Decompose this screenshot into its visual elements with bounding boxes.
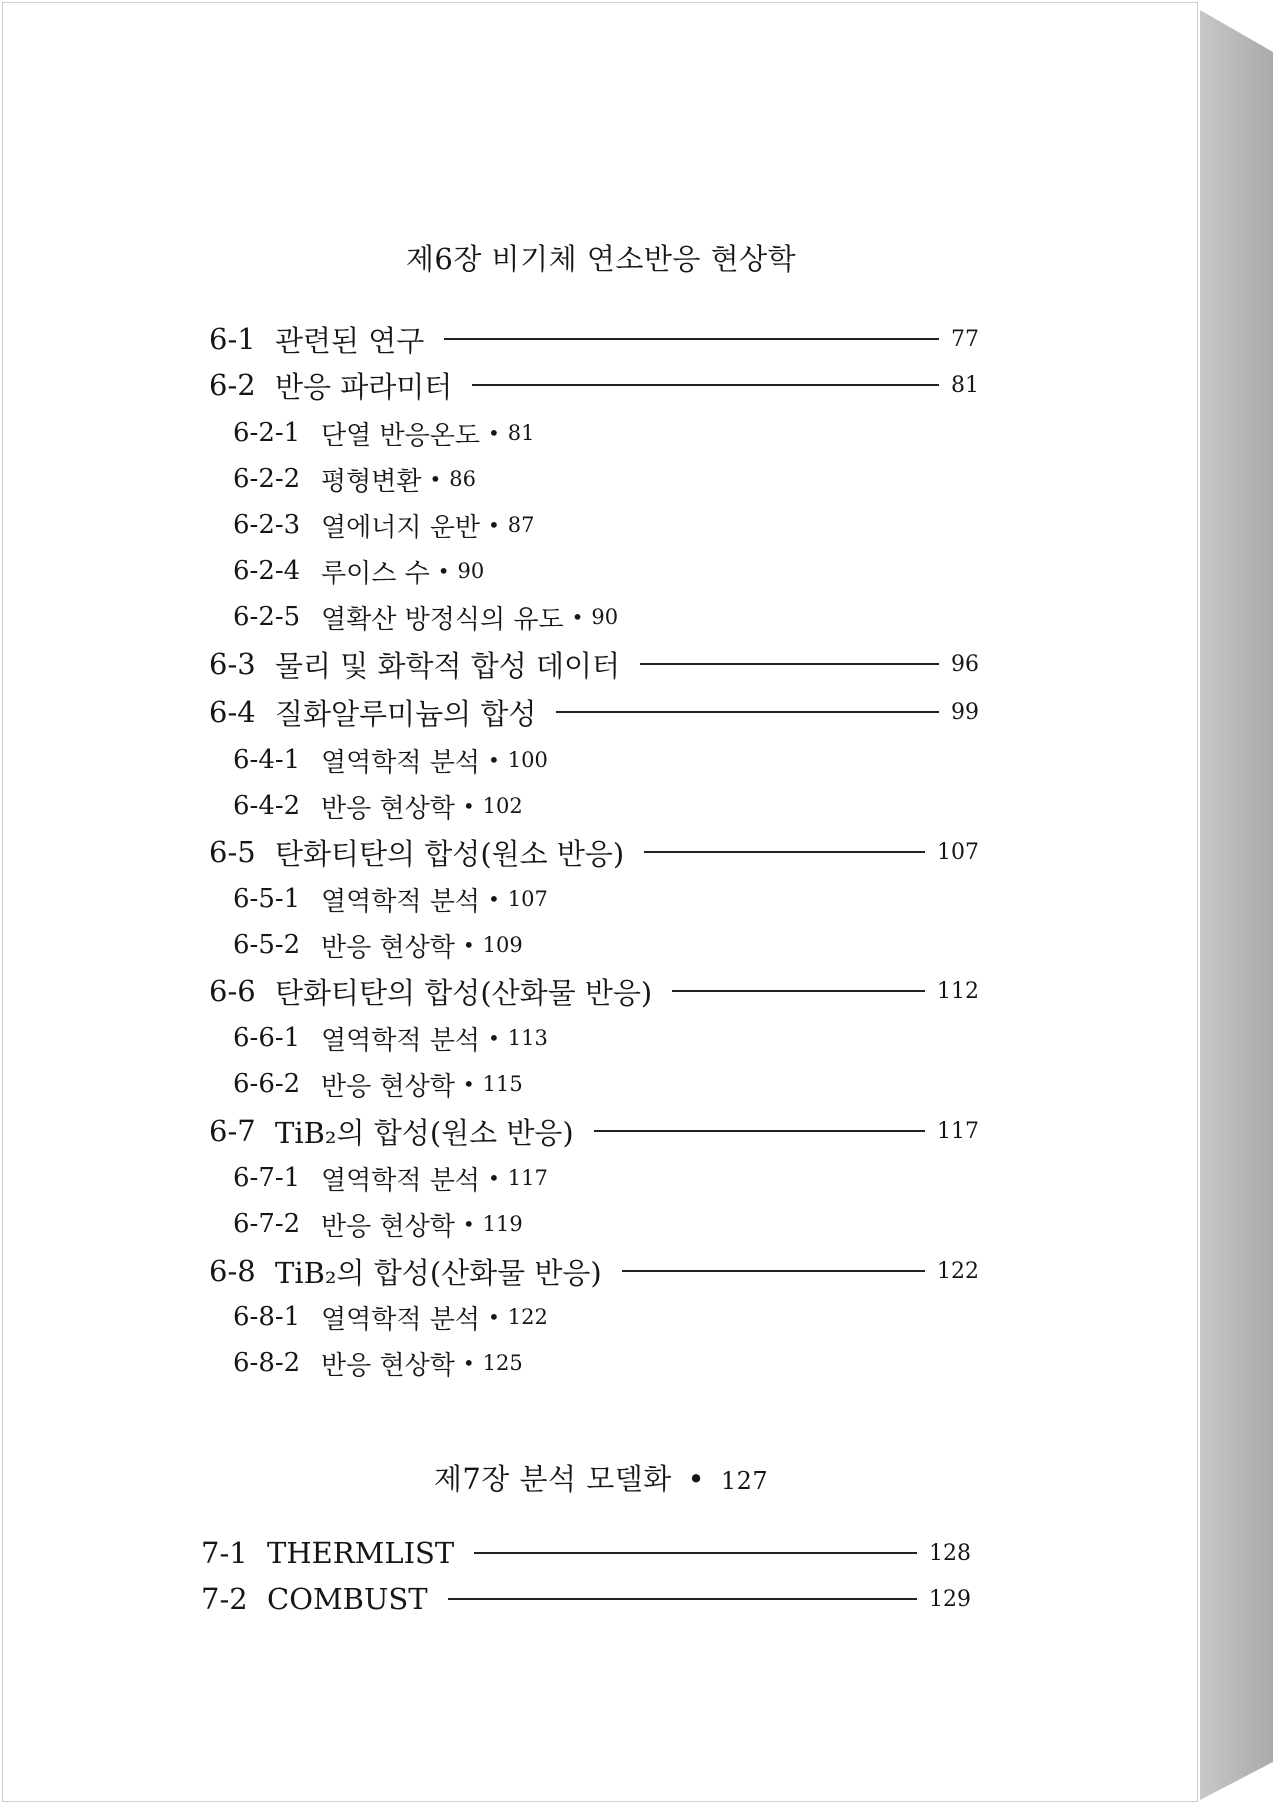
subsection-number: 6-2-1 bbox=[233, 418, 301, 448]
toc-entry-6-4[interactable] bbox=[209, 692, 979, 732]
toc-entry-6-8-1[interactable] bbox=[233, 1297, 548, 1337]
toc-entry-6-2-4[interactable] bbox=[233, 551, 484, 591]
subsection-title: 열확산 방정식의 유도 bbox=[321, 604, 564, 635]
toc-entry-6-7-1[interactable] bbox=[233, 1158, 548, 1198]
subsection-number: 6-2-2 bbox=[233, 464, 301, 494]
page-number: 119 bbox=[482, 1212, 523, 1236]
toc-entry-6-6-2[interactable] bbox=[233, 1064, 523, 1104]
toc-entry-6-5-1[interactable] bbox=[233, 879, 548, 919]
dot-leader bbox=[622, 1270, 925, 1272]
subsection-number: 6-8-1 bbox=[233, 1302, 301, 1332]
section-number: 6-7 bbox=[209, 1114, 256, 1148]
bullet-separator: • bbox=[487, 887, 500, 911]
subsection-number: 6-7-2 bbox=[233, 1209, 301, 1239]
page-number: 122 bbox=[937, 1258, 979, 1284]
page-number: 109 bbox=[482, 933, 523, 957]
subsection-number: 6-5-2 bbox=[233, 930, 301, 960]
toc-entry-7-1[interactable] bbox=[201, 1533, 971, 1573]
subsection-number: 6-7-1 bbox=[233, 1163, 301, 1193]
section-number: 6-8 bbox=[209, 1254, 256, 1288]
subsection-number: 6-6-1 bbox=[233, 1023, 301, 1053]
section-title: COMBUST bbox=[267, 1582, 428, 1616]
bullet-separator: • bbox=[487, 1166, 500, 1190]
bullet-separator: • bbox=[487, 421, 500, 445]
section-number: 6-1 bbox=[209, 322, 256, 356]
page-number: 117 bbox=[937, 1118, 979, 1144]
toc-entry-6-6[interactable] bbox=[209, 971, 979, 1011]
section-title: TiB₂의 합성(산화물 반응) bbox=[275, 1255, 602, 1290]
bullet-separator: • bbox=[487, 513, 500, 537]
bullet-separator: • bbox=[437, 559, 450, 583]
section-title: 질화알루미늄의 합성 bbox=[275, 696, 537, 731]
bullet-separator: • bbox=[429, 467, 442, 491]
page-number: 128 bbox=[929, 1540, 971, 1566]
dot-leader bbox=[644, 851, 925, 853]
subsection-title: 열역학적 분석 bbox=[321, 886, 480, 917]
subsection-title: 단열 반응온도 bbox=[321, 420, 480, 451]
subsection-number: 6-8-2 bbox=[233, 1348, 301, 1378]
bullet-separator: • bbox=[462, 933, 475, 957]
toc-entry-6-8-2[interactable] bbox=[233, 1343, 523, 1383]
page-number: 129 bbox=[929, 1586, 971, 1612]
page-number: 90 bbox=[591, 605, 619, 629]
subsection-title: 열에너지 운반 bbox=[321, 512, 480, 543]
page-number: 127 bbox=[720, 1467, 769, 1495]
toc-entry-6-5[interactable] bbox=[209, 832, 979, 872]
page-number: 100 bbox=[507, 748, 548, 772]
dot-leader bbox=[640, 663, 939, 665]
toc-entry-6-2-1[interactable] bbox=[233, 413, 535, 453]
bullet-separator: • bbox=[571, 605, 584, 629]
page-number: 99 bbox=[951, 699, 979, 725]
section-title: 탄화티탄의 합성(산화물 반응) bbox=[275, 975, 653, 1010]
toc-entry-6-5-2[interactable] bbox=[233, 925, 523, 965]
page-number: 107 bbox=[507, 887, 548, 911]
section-title: 반응 파라미터 bbox=[275, 369, 453, 404]
subsection-title: 반응 현상학 bbox=[321, 793, 455, 824]
toc-entry-6-2-3[interactable] bbox=[233, 505, 535, 545]
subsection-title: 열역학적 분석 bbox=[321, 1025, 480, 1056]
subsection-number: 6-2-4 bbox=[233, 556, 301, 586]
page-number: 87 bbox=[507, 513, 535, 537]
page-number: 115 bbox=[482, 1072, 523, 1096]
dot-leader bbox=[672, 990, 925, 992]
dot-leader bbox=[448, 1598, 917, 1600]
bullet-separator: • bbox=[462, 1212, 475, 1236]
toc-entry-6-1[interactable] bbox=[209, 319, 979, 359]
bullet-separator: • bbox=[687, 1462, 706, 1496]
toc-entry-6-7[interactable] bbox=[209, 1111, 979, 1151]
subsection-number: 6-4-2 bbox=[233, 791, 301, 821]
page-number: 122 bbox=[507, 1305, 548, 1329]
section-number: 7-2 bbox=[201, 1582, 248, 1616]
subsection-title: 반응 현상학 bbox=[321, 1211, 455, 1242]
subsection-title: 열역학적 분석 bbox=[321, 1304, 480, 1335]
dot-leader bbox=[472, 384, 939, 386]
chapter-7-heading bbox=[3, 1457, 1199, 1498]
toc-entry-6-2[interactable] bbox=[209, 365, 979, 405]
page-number: 117 bbox=[507, 1166, 548, 1190]
section-title: THERMLIST bbox=[267, 1536, 455, 1570]
page-number: 125 bbox=[482, 1351, 523, 1375]
page-number: 81 bbox=[507, 421, 535, 445]
page-number: 112 bbox=[937, 978, 979, 1004]
toc-entry-6-2-2[interactable] bbox=[233, 459, 476, 499]
section-number: 6-6 bbox=[209, 974, 256, 1008]
subsection-number: 6-6-2 bbox=[233, 1069, 301, 1099]
bullet-separator: • bbox=[487, 1026, 500, 1050]
page-number: 102 bbox=[482, 794, 523, 818]
bullet-separator: • bbox=[462, 794, 475, 818]
section-title: 탄화티탄의 합성(원소 반응) bbox=[275, 836, 625, 871]
book-side-edge bbox=[1200, 0, 1273, 1806]
bullet-separator: • bbox=[462, 1072, 475, 1096]
section-title: 관련된 연구 bbox=[275, 323, 425, 358]
bullet-separator: • bbox=[487, 748, 500, 772]
toc-entry-6-4-1[interactable] bbox=[233, 740, 548, 780]
subsection-number: 6-5-1 bbox=[233, 884, 301, 914]
section-number: 6-3 bbox=[209, 647, 256, 681]
dot-leader bbox=[444, 338, 939, 340]
section-number: 7-1 bbox=[201, 1536, 248, 1570]
dot-leader bbox=[474, 1552, 917, 1554]
section-number: 6-5 bbox=[209, 835, 256, 869]
subsection-title: 반응 현상학 bbox=[321, 932, 455, 963]
subsection-title: 루이스 수 bbox=[321, 558, 430, 589]
page-number: 90 bbox=[457, 559, 485, 583]
dot-leader bbox=[556, 711, 939, 713]
bullet-separator: • bbox=[487, 1305, 500, 1329]
toc-entry-6-8[interactable] bbox=[209, 1251, 979, 1291]
book-page bbox=[2, 2, 1198, 1802]
section-number: 6-2 bbox=[209, 368, 256, 402]
subsection-number: 6-2-3 bbox=[233, 510, 301, 540]
subsection-title: 반응 현상학 bbox=[321, 1071, 455, 1102]
toc-entry-6-6-1[interactable] bbox=[233, 1018, 548, 1058]
toc-entry-6-4-2[interactable] bbox=[233, 786, 523, 826]
page-number: 113 bbox=[507, 1026, 548, 1050]
page-number: 86 bbox=[449, 467, 476, 491]
subsection-title: 열역학적 분석 bbox=[321, 747, 480, 778]
section-number: 6-4 bbox=[209, 695, 256, 729]
subsection-number: 6-4-1 bbox=[233, 745, 301, 775]
toc-entry-6-2-5[interactable] bbox=[233, 597, 618, 637]
page-number: 77 bbox=[951, 326, 979, 352]
chapter-6-title: 제6장 비기체 연소반응 현상학 bbox=[405, 242, 797, 276]
subsection-title: 반응 현상학 bbox=[321, 1350, 455, 1381]
subsection-title: 열역학적 분석 bbox=[321, 1165, 480, 1196]
page-number: 81 bbox=[951, 372, 979, 398]
subsection-title: 평형변환 bbox=[321, 466, 422, 497]
chapter-6-heading bbox=[3, 237, 1199, 278]
bullet-separator: • bbox=[462, 1351, 475, 1375]
page-number: 107 bbox=[937, 839, 979, 865]
page-number: 96 bbox=[951, 651, 979, 677]
toc-entry-7-2[interactable] bbox=[201, 1579, 971, 1619]
section-title: TiB₂의 합성(원소 반응) bbox=[275, 1115, 574, 1150]
dot-leader bbox=[594, 1130, 925, 1132]
toc-entry-6-7-2[interactable] bbox=[233, 1204, 523, 1244]
chapter-7-title: 제7장 분석 모델화 bbox=[433, 1462, 672, 1496]
section-title: 물리 및 화학적 합성 데이터 bbox=[275, 648, 621, 683]
subsection-number: 6-2-5 bbox=[233, 602, 301, 632]
toc-entry-6-3[interactable] bbox=[209, 644, 979, 684]
